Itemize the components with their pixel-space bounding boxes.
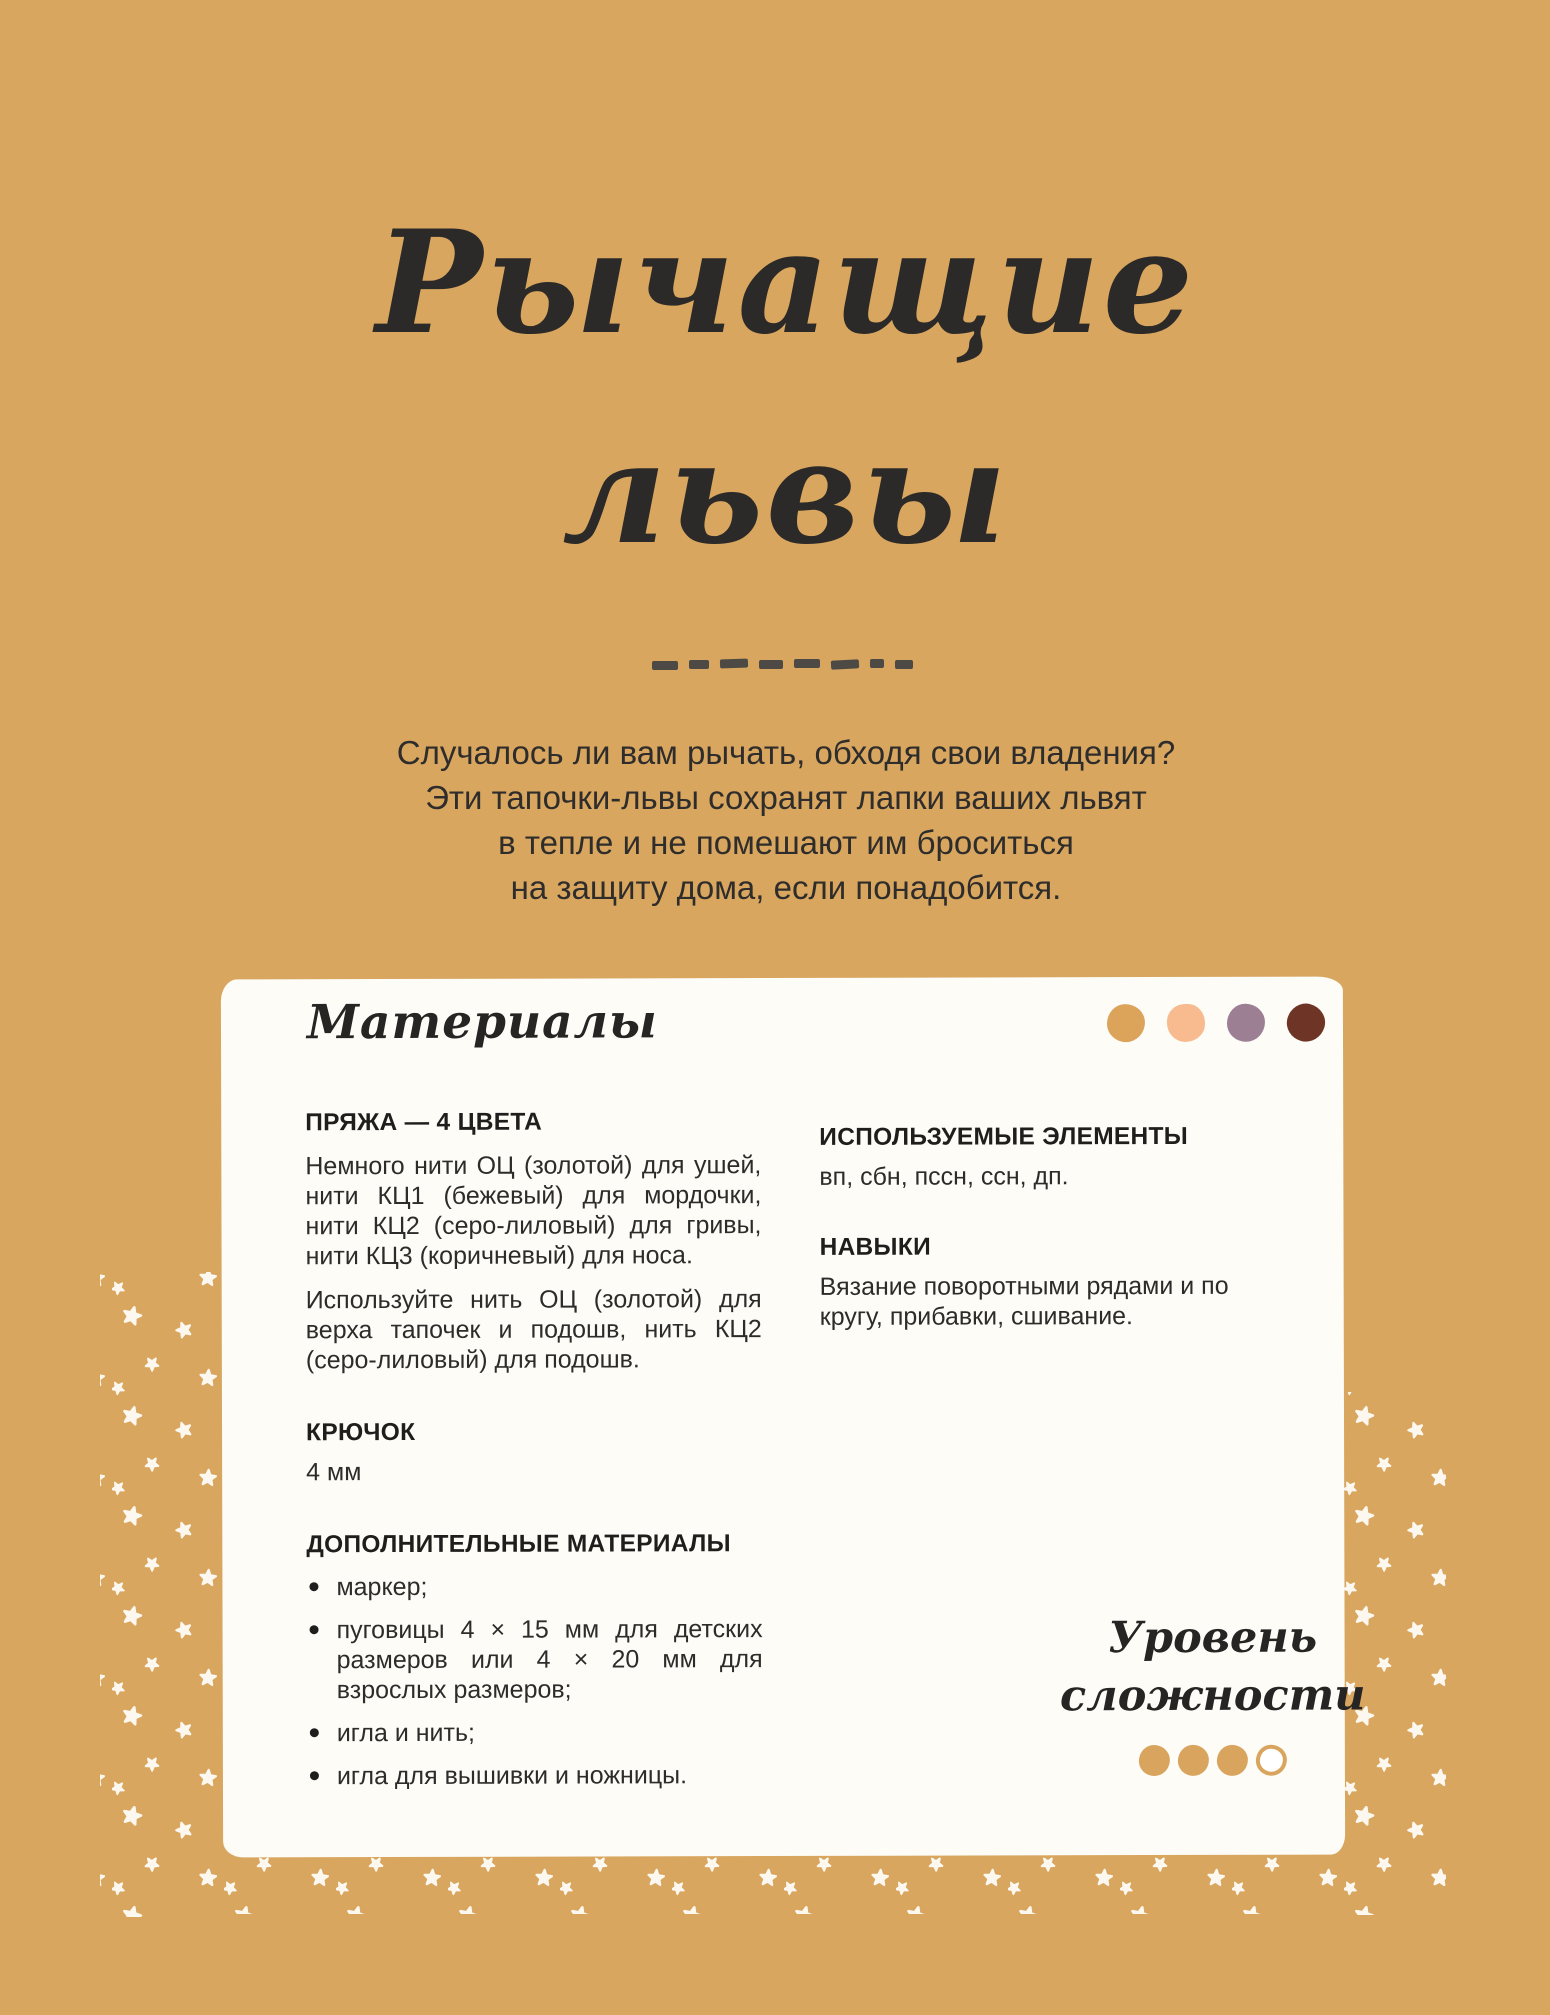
difficulty-label-line2: сложности — [1059, 1670, 1366, 1722]
page-title-line2: львы — [562, 410, 1010, 576]
difficulty-block — [991, 1608, 1435, 1781]
list-item: игла для вышивки и ножницы. — [307, 1760, 763, 1791]
list-item: маркер; — [306, 1571, 762, 1602]
yarn-heading: ПРЯЖА — 4 ЦВЕТА — [305, 1108, 543, 1137]
difficulty-dot — [1217, 1745, 1248, 1776]
hook-heading: КРЮЧОК — [306, 1418, 416, 1447]
intro-line: Случалось ли вам рычать, обходя свои владения? — [396, 734, 1176, 771]
materials-card — [221, 977, 1366, 1858]
skills-value: Вязание поворотными рядами и по кругу, прибавки, сшивание. — [819, 1271, 1229, 1331]
elements-value: вп, сбн, пссн, ссн, дп. — [819, 1162, 1069, 1191]
materials-heading: Материалы — [306, 994, 658, 1051]
difficulty-dots — [1139, 1745, 1287, 1776]
difficulty-label-line1: Уровень — [1108, 1612, 1318, 1664]
list-item: игла и нить; — [307, 1717, 763, 1748]
extras-heading: ДОПОЛНИТЕЛЬНЫЕ МАТЕРИАЛЫ — [306, 1530, 731, 1559]
palette-dot — [1227, 1004, 1265, 1042]
palette-dot — [1283, 999, 1329, 1045]
page-title-line1: Рычащие — [375, 200, 1197, 366]
difficulty-dot — [1139, 1745, 1170, 1776]
card-right-column — [819, 1107, 1298, 1332]
difficulty-dot — [1256, 1745, 1287, 1776]
elements-heading: ИСПОЛЬЗУЕМЫЕ ЭЛЕМЕНТЫ — [819, 1122, 1189, 1151]
skills-heading: НАВЫКИ — [819, 1233, 932, 1261]
hook-value: 4 мм — [306, 1458, 362, 1487]
intro-line: Эти тапочки-львы сохранят лапки ваших львят — [425, 779, 1147, 816]
palette-dot — [1167, 1004, 1205, 1042]
list-item: пуговицы 4 × 15 мм для детских размеров или 4 × 20 мм для взрослых размеров; — [307, 1614, 763, 1705]
difficulty-dot — [1178, 1745, 1209, 1776]
yarn-paragraph-2: Используйте нить ОЦ (золотой) для верха тапочек и подошв, нить КЦ2 (серо-лиловый) для подошв. — [305, 1285, 762, 1375]
card-left-column — [305, 1108, 763, 1791]
yarn-paragraph-1: Немного нити ОЦ (золотой) для ушей, нити КЦ1 (бежевый) для мордочки, нити КЦ2 (серо-лиловый) для гривы, нити КЦ3 (коричневый) для носа. — [305, 1151, 762, 1271]
intro-line: в тепле и не помешают им броситься — [498, 824, 1074, 861]
color-palette — [1107, 1004, 1325, 1043]
difficulty-label — [991, 1608, 1435, 1725]
extras-list — [306, 1571, 763, 1791]
palette-dot — [1107, 1004, 1145, 1042]
intro-line: на защиту дома, если понадобится. — [510, 869, 1062, 906]
